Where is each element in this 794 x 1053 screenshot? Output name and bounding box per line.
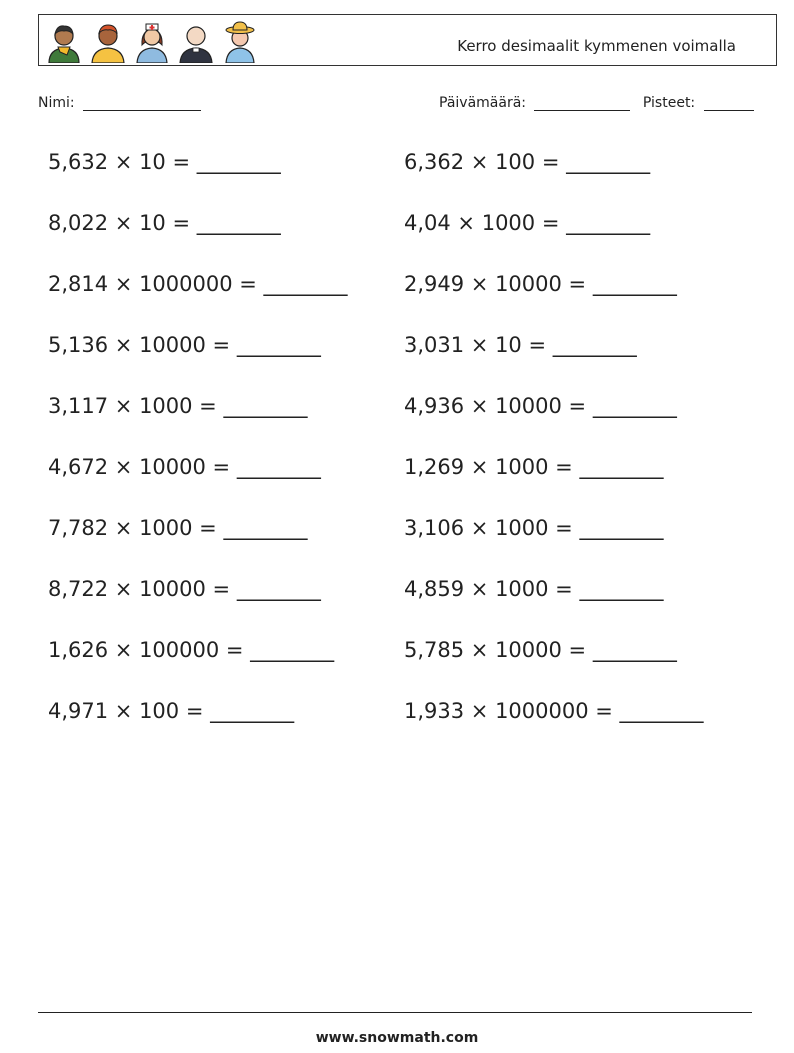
problem-item: 4,971 × 100 = ________: [48, 699, 295, 723]
problem-item: 2,949 × 10000 = ________: [404, 272, 677, 296]
problem-item: 5,785 × 10000 = ________: [404, 638, 677, 662]
problem-item: 5,632 × 10 = ________: [48, 150, 281, 174]
footer-divider: [38, 1012, 752, 1013]
problem-item: 1,269 × 1000 = ________: [404, 455, 664, 479]
problem-item: 8,022 × 10 = ________: [48, 211, 281, 235]
problem-item: 7,782 × 1000 = ________: [48, 516, 308, 540]
score-label: Pisteet:: [642, 95, 696, 111]
problem-item: 1,626 × 100000 = ________: [48, 638, 335, 662]
problem-item: 1,933 × 1000000 = ________: [404, 699, 704, 723]
worksheet-title: Kerro desimaalit kymmenen voimalla: [457, 37, 736, 55]
problem-item: 6,362 × 100 = ________: [404, 150, 651, 174]
problem-item: 3,031 × 10 = ________: [404, 333, 637, 357]
footer-site[interactable]: www.snowmath.com: [315, 1030, 479, 1046]
problem-item: 4,672 × 10000 = ________: [48, 455, 321, 479]
name-label: Nimi:: [38, 95, 75, 111]
problem-item: 4,04 × 1000 = ________: [404, 211, 651, 235]
date-label: Päivämäärä:: [439, 95, 526, 111]
problem-item: 3,106 × 1000 = ________: [404, 516, 664, 540]
problem-item: 5,136 × 10000 = ________: [48, 333, 321, 357]
problem-item: 4,936 × 10000 = ________: [404, 394, 677, 418]
problem-item: 4,859 × 1000 = ________: [404, 577, 664, 601]
problem-item: 2,814 × 1000000 = ________: [48, 272, 348, 296]
problem-item: 8,722 × 10000 = ________: [48, 577, 321, 601]
problem-item: 3,117 × 1000 = ________: [48, 394, 308, 418]
